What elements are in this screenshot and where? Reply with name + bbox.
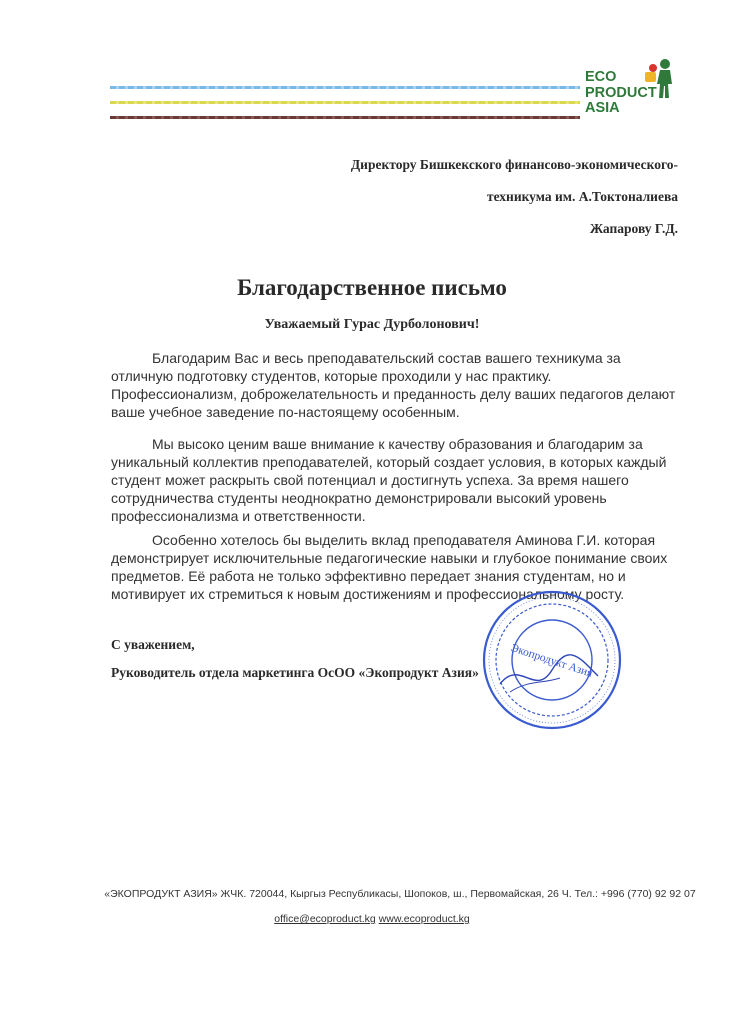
paragraph-3-text: Особенно хотелось бы выделить вклад преподавателя Аминова Г.И. которая демонстрирует исключительные педагогические навыки и глубокое понимание своих предметов. Её работа не только эффективно передает знания студентам, но и мотивирует их стремиться к новым достижениям и профессиональному росту. bbox=[111, 532, 668, 602]
eco-product-asia-logo bbox=[585, 58, 685, 122]
stamp-center-text: Экопродукт Азия bbox=[509, 642, 594, 680]
child-with-apple-icon bbox=[643, 58, 683, 104]
header-stripe-brown bbox=[110, 116, 580, 119]
greeting: Уважаемый Гурас Дурболонович! bbox=[264, 317, 480, 332]
company-stamp bbox=[480, 588, 624, 732]
header-stripe-yellow bbox=[110, 101, 580, 104]
header-stripe-blue bbox=[110, 86, 580, 89]
letter-title: Благодарственное письмо bbox=[237, 275, 507, 300]
logo-line-asia: ASIA bbox=[585, 100, 620, 116]
logo-line-product: PRODUCT bbox=[585, 84, 657, 101]
addressee-line-2: техникума им. А.Токтоналиева bbox=[486, 189, 678, 204]
addressee-line-3: Жапарову Г.Д. bbox=[589, 221, 678, 236]
footer-contacts bbox=[0, 913, 744, 925]
closing-regards: С уважением, bbox=[111, 637, 195, 652]
logo-line-eco: ECO bbox=[585, 69, 617, 85]
paragraph-2 bbox=[111, 435, 681, 525]
paragraph-1-text: Благодарим Вас и весь преподавательский состав вашего техникума за отличную подготовку студентов, которые проходили у нас практику. Профессионализм, доброжелательность и преданность делу ваших педагогов делают ваше учебное заведение по-настоящему особенным. bbox=[111, 350, 676, 420]
signatory-title: Руководитель отдела маркетинга ОсОО «Экопродукт Азия» bbox=[111, 665, 479, 680]
paragraph-2-text: Мы высоко ценим ваше внимание к качеству образования и благодарим за уникальный коллектив преподавателей, который создает условия, в которых каждый студент может раскрыть свой потенциал и достигнуть успеха. За время нашего сотрудничества студенты неоднократно демонстрировали высокий уровень профессионализма и ответственности. bbox=[111, 436, 667, 524]
footer-address: «ЭКОПРОДУКТ АЗИЯ» ЖЧК. 720044, Кыргыз Республикасы, Шопоков, ш., Первомайская, 26 Ч. Тел.: +996 (770) 92 92 07 bbox=[104, 888, 696, 900]
addressee-line-1: Директору Бишкекского финансово-экономического- bbox=[350, 157, 678, 172]
paragraph-1 bbox=[111, 349, 681, 421]
footer-email-link[interactable]: office@ecoproduct.kg bbox=[274, 913, 376, 925]
footer-website-link[interactable]: www.ecoproduct.kg bbox=[378, 913, 470, 925]
